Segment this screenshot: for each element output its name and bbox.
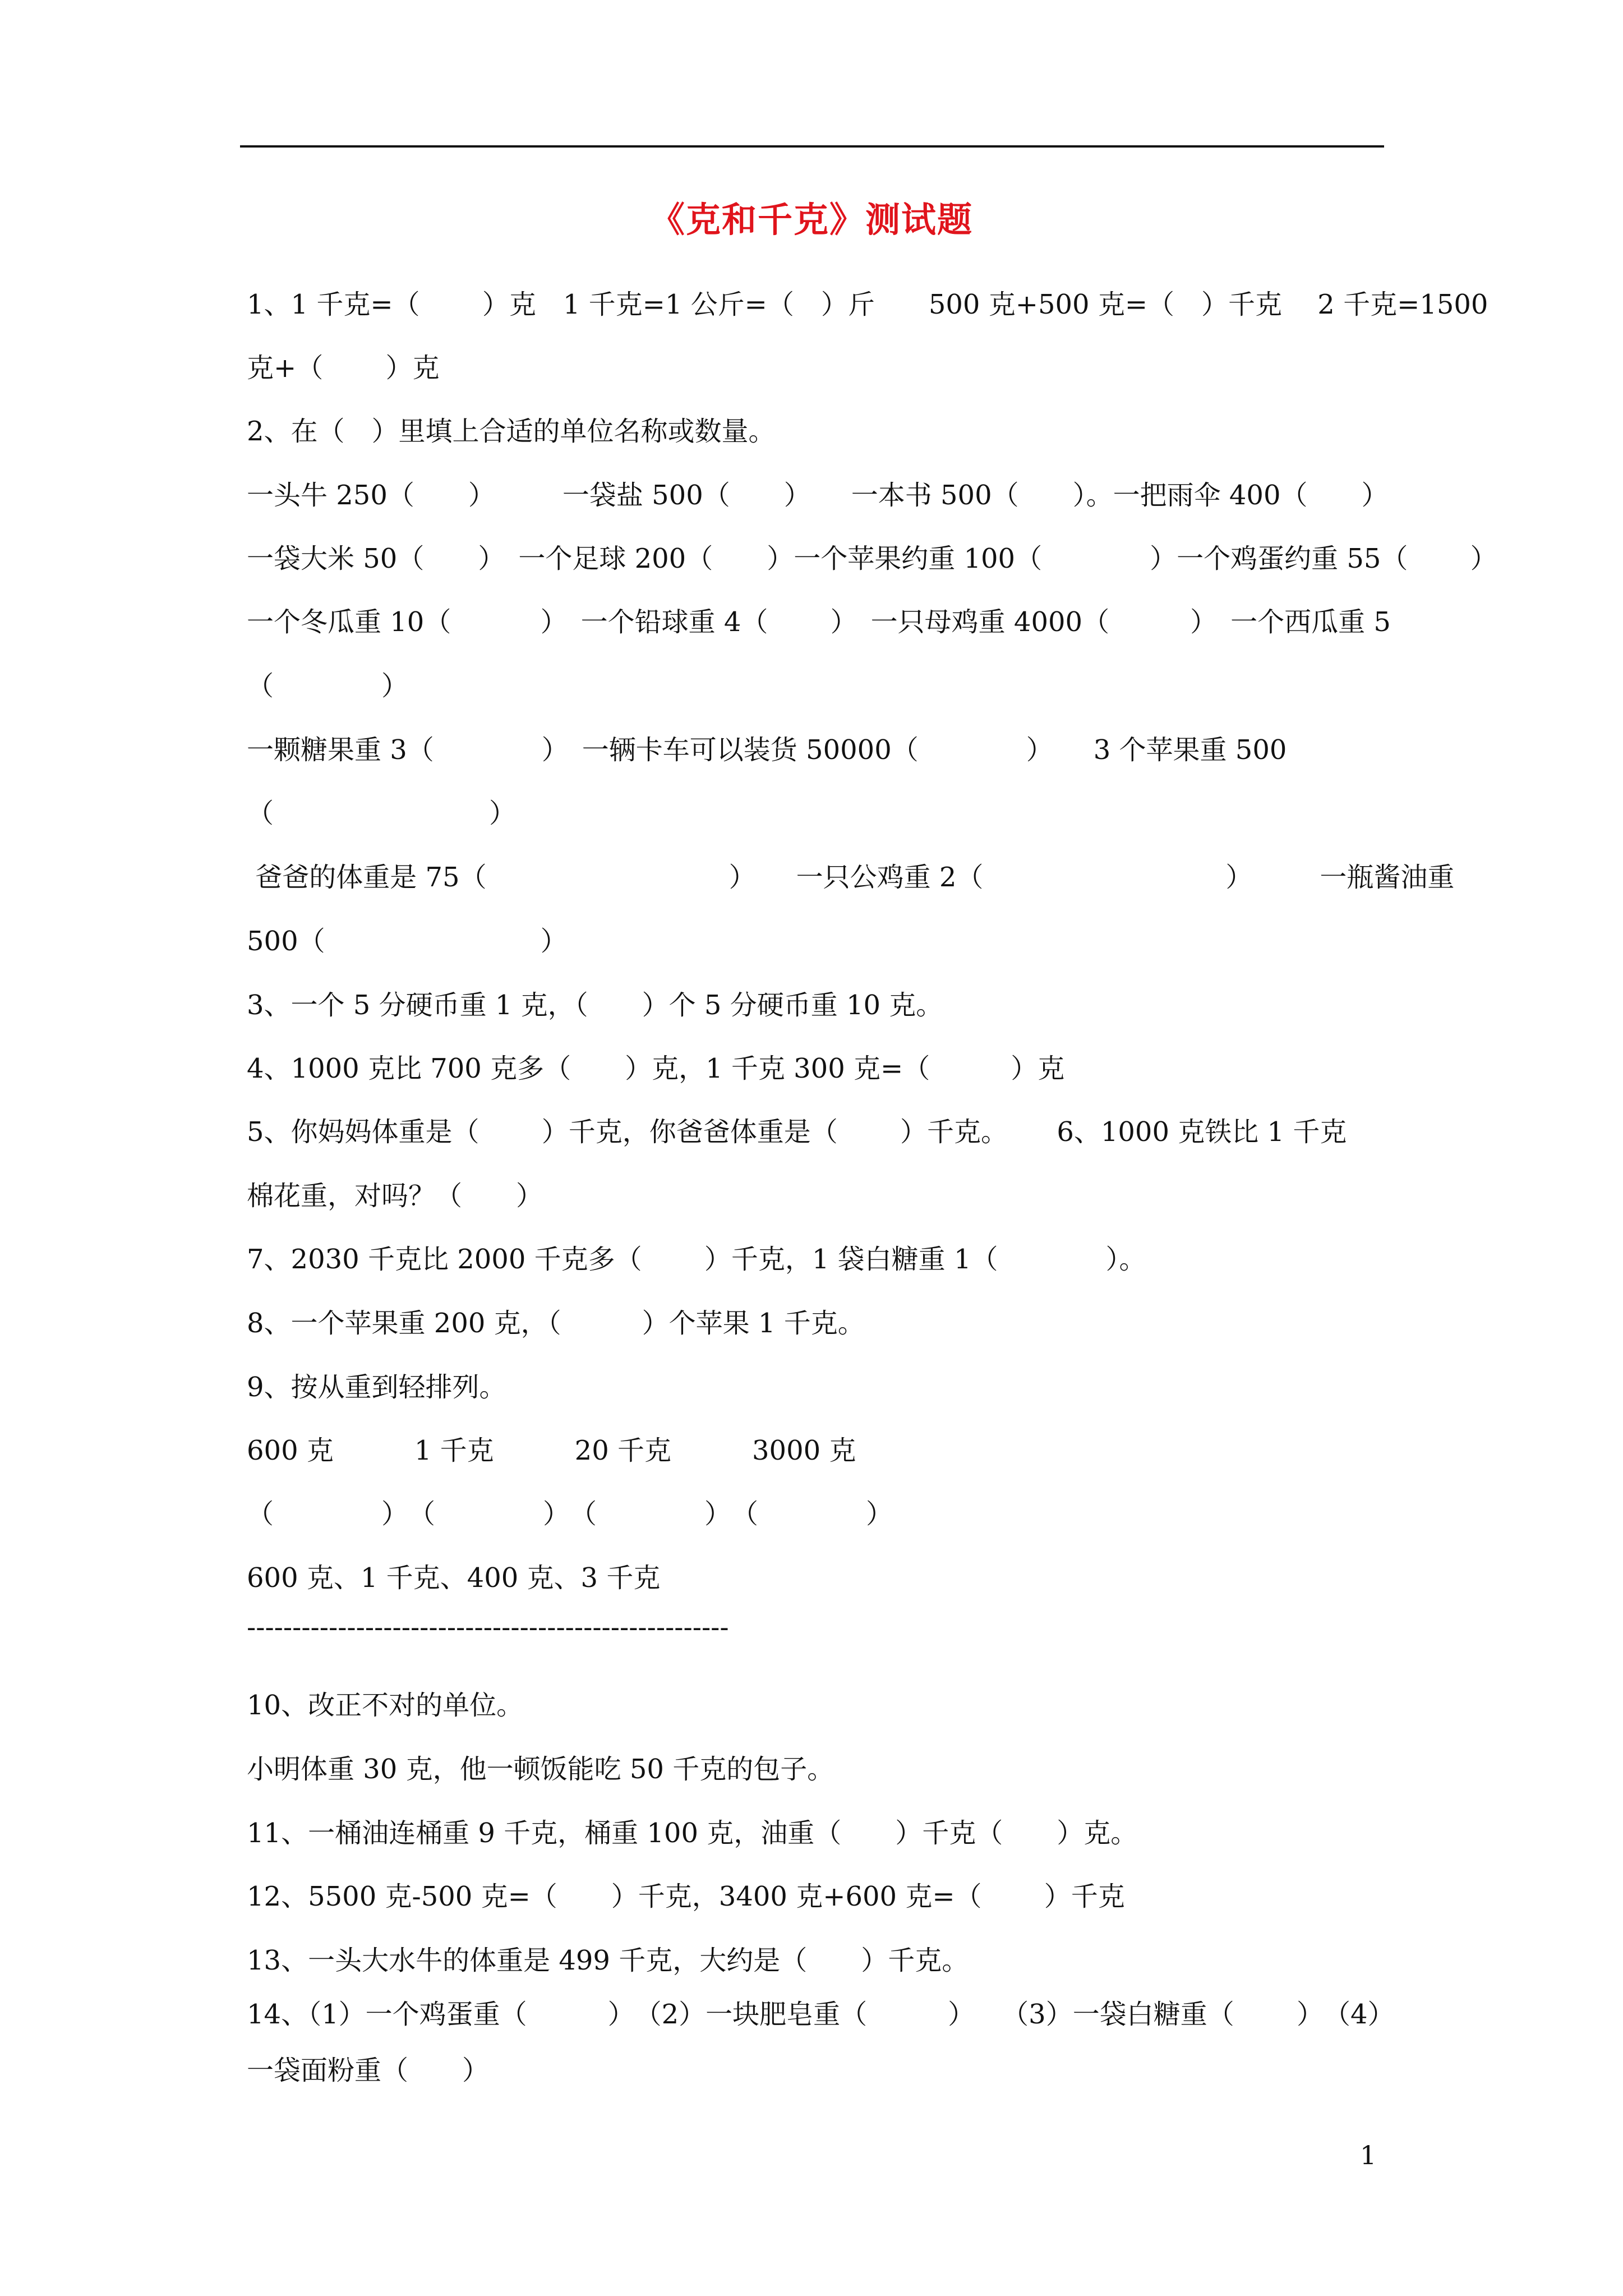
question-line: （ ） [247,798,517,829]
question-line: 10、改正不对的单位。 [247,1690,524,1721]
question-line: 爸爸的体重是 75（ ） 一只公鸡重 2（ ） 一瓶酱油重 [247,862,1455,893]
question-line: 5、你妈妈体重是（ ）千克，你爸爸体重是（ ）千克。 6、1000 克铁比 1 千克 [247,1116,1347,1148]
question-line: （ ） （ ） （ ） （ ） [247,1498,893,1530]
question-line: （ ） [247,670,409,702]
question-line: 小明体重 30 克，他一顿饭能吃 50 千克的包子。 [247,1754,834,1785]
question-line: 棉花重，对吗？（ ） [247,1180,543,1212]
question-line: 2、在（ ）里填上合适的单位名称或数量。 [247,416,776,447]
question-line: 12、5500 克-500 克=（ ）千克，3400 克+600 克=（ ）千克 [247,1881,1125,1912]
header-rule [240,145,1384,148]
question-line: 13、一头大水牛的体重是 499 千克，大约是（ ）千克。 [247,1945,969,1976]
question-line: 一个冬瓜重 10（ ） 一个铅球重 4（ ） 一只母鸡重 4000（ ） 一个西瓜重 5 [247,606,1391,638]
question-line: 11、一桶油连桶重 9 千克，桶重 100 克，油重（ ）千克（ ）克。 [247,1818,1138,1849]
question-line: 600 克、1 千克、400 克、3 千克 [247,1562,661,1594]
question-line: 1、1 千克=（ ）克 1 千克=1 公斤=（ ）斤 500 克+500 克=（ ）千克 2 千克=1500 [247,289,1488,320]
page-title: 《克和千克》测试题 [649,199,973,240]
question-line: 3、一个 5 分硬币重 1 克，（ ）个 5 分硬币重 10 克。 [247,990,943,1021]
question-line: 一头牛 250（ ） 一袋盐 500（ ） 一本书 500（ ）。一把雨伞 400（ ） [247,480,1389,511]
page-number: 1 [1360,2140,1377,2170]
question-line: 7、2030 千克比 2000 千克多（ ）千克，1 袋白糖重 1（ ）。 [247,1244,1146,1275]
question-line: 4、1000 克比 700 克多（ ）克，1 千克 300 克=（ ）克 [247,1053,1065,1084]
question-line: 一袋大米 50（ ） 一个足球 200（ ）一个苹果约重 100（ ）一个鸡蛋约重 55（ ） [247,543,1497,574]
question-line: 500（ ） [247,926,568,957]
question-line: 一颗糖果重 3（ ） 一辆卡车可以装货 50000（ ） 3 个苹果重 500 [247,734,1287,766]
question-line: 14、（1）一个鸡蛋重（ ） （2）一块肥皂重（ ） （3）一袋白糖重（ ） （4） [247,1999,1395,2030]
question-line: 9、按从重到轻排列。 [247,1372,506,1403]
question-line: 600 克 1 千克 20 千克 3000 克 [247,1435,856,1466]
question-line: 克+（ ）克 [247,352,440,384]
dashed-divider: ----------------------------------------------------- [247,1612,729,1643]
question-line: 8、一个苹果重 200 克，（ ）个苹果 1 千克。 [247,1308,865,1339]
question-line: 一袋面粉重（ ） [247,2055,490,2086]
